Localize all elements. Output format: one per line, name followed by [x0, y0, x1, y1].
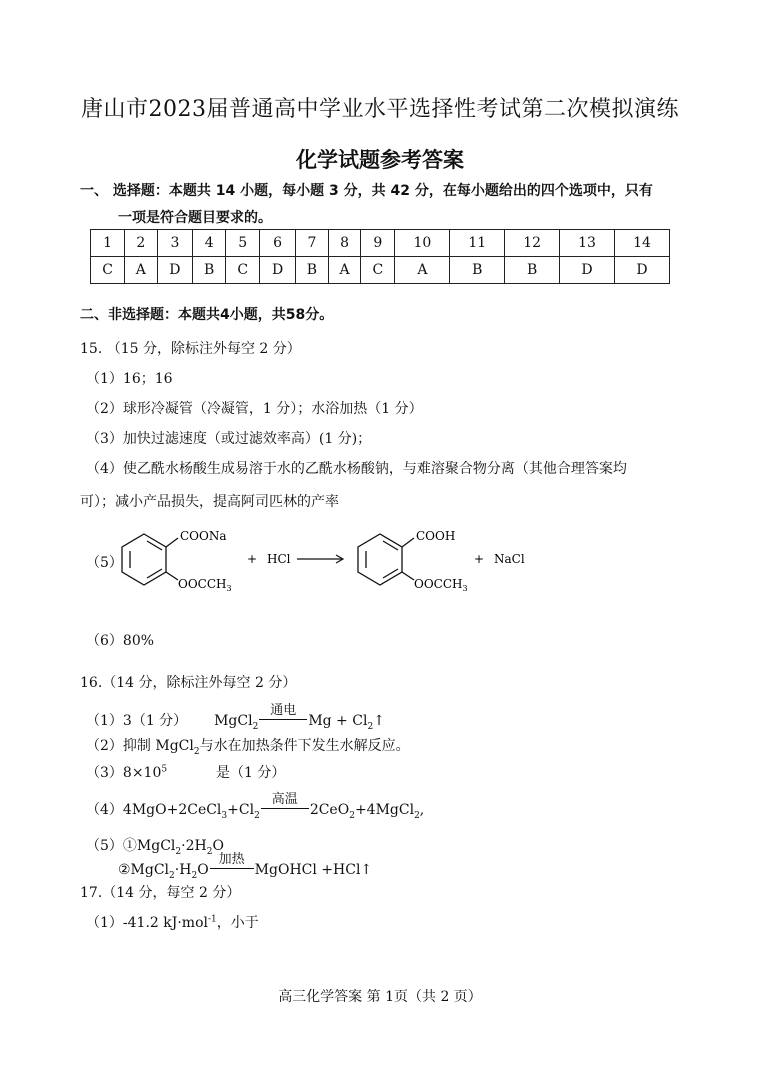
answer-table	[90, 229, 670, 284]
question-number-row	[91, 230, 670, 257]
plus-sign-2: +	[474, 552, 485, 566]
q17-answer-1: （1）-41.2 kJ·mol$^{-1}$，小于	[86, 914, 259, 931]
answer-cell: D	[260, 257, 296, 284]
q16-answer-5-part1: $(5)①MgCl_2\cdot 2H_2O$	[86, 838, 224, 857]
question-number-cell: 4	[193, 230, 226, 257]
q15-answer-4-cont: 可）；减小产品损失，提高阿司匹林的产率	[80, 494, 339, 510]
question-number-cell: 9	[361, 230, 395, 257]
q15-answer-6: （6）80%	[86, 633, 155, 649]
question-number-cell: 8	[328, 230, 360, 257]
benzene-ring-product	[358, 534, 414, 585]
q15-header: 15. （15 分，除标注外每空 2 分）	[80, 341, 301, 357]
question-number-cell: 2	[125, 230, 157, 257]
question-number-cell: 6	[260, 230, 296, 257]
question-number-cell: 11	[450, 230, 505, 257]
answer-cell: A	[125, 257, 157, 284]
question-number-cell: 14	[614, 230, 669, 257]
q16-answer-3: $(3)8\times 10^5$ 是（1 分）	[86, 764, 286, 781]
q15-answer-4: （4）使乙酰水杨酸生成易溶于水的乙酰水杨酸钠，与难溶聚合物分离（其他合理答案均	[86, 461, 627, 477]
question-number-cell: 12	[505, 230, 560, 257]
hcl-formula: HCl	[267, 552, 291, 566]
answer-cell: B	[450, 257, 505, 284]
section2-heading: 二、非选择题：本题共4小题，共58分。	[80, 307, 334, 323]
answer-cell: A	[328, 257, 360, 284]
question-number-cell: 13	[560, 230, 615, 257]
q17-header: 17.（14 分，每空 2 分）	[80, 885, 241, 901]
q16-answer-1: （1）3（1 分） MgCl$_2$ 通电 $Mg + Cl_2↑$	[86, 703, 385, 732]
q15-answer-3: （3）加快过滤速度（或过滤效率高）(1 分)；	[86, 431, 372, 447]
benzene-ring-reactant	[122, 534, 178, 585]
product-bottom-group: $OOCCH_3$	[414, 577, 468, 593]
q15-answer-1: （1）16；16	[86, 371, 173, 387]
reactant-bottom-group: $OOCCH_3$	[178, 577, 232, 593]
answer-cell: B	[193, 257, 226, 284]
answer-row	[91, 257, 670, 284]
answer-cell: D	[614, 257, 669, 284]
answer-cell: D	[560, 257, 615, 284]
q16-answer-2: （2）抑制 MgCl$_2$与水在加热条件下发生水解反应。	[86, 738, 410, 757]
answer-cell: C	[226, 257, 260, 284]
answer-cell: B	[505, 257, 560, 284]
q16-answer-5-part2: $②MgCl_2\cdot H_2O$ 加热 MgOHCl +HCl↑	[118, 852, 373, 881]
answer-cell: C	[361, 257, 395, 284]
question-number-cell: 5	[226, 230, 260, 257]
reactant-top-group: COONa	[180, 529, 227, 543]
section1-heading: 一、 选择题：本题共 14 小题，每小题 3 分，共 42 分，在每小题给出的四个选项中，只有	[80, 183, 653, 199]
page-footer: 高三化学答案 第 1页（共 2 页）	[278, 989, 482, 1005]
answer-cell: C	[91, 257, 125, 284]
question-number-cell: 3	[157, 230, 193, 257]
q16-header: 16.（14 分，除标注外每空 2 分）	[80, 675, 297, 691]
page-title: 唐山市2023届普通高中学业水平选择性考试第二次模拟演练	[81, 97, 679, 122]
answer-cell: B	[295, 257, 328, 284]
nacl-formula: NaCl	[494, 552, 525, 566]
page-subtitle: 化学试题参考答案	[296, 148, 464, 172]
question-number-cell: 10	[395, 230, 450, 257]
section1-heading-cont: 一项是符合题目要求的。	[118, 210, 272, 226]
q15-answer-2: （2）球形冷凝管（冷凝管，1 分）；水浴加热（1 分）	[86, 401, 423, 417]
q15-answer-5-label: （5）	[86, 555, 123, 571]
q15-reaction-diagram	[110, 520, 550, 600]
answer-cell: A	[395, 257, 450, 284]
question-number-cell: 1	[91, 230, 125, 257]
q16-answer-4: $(4)4MgO+2CeCl_3+Cl_2$ 高温 2CeO$_2$+4MgCl$_2$,	[86, 792, 425, 821]
reaction-arrow	[297, 555, 343, 563]
product-top-group: COOH	[416, 529, 456, 543]
plus-sign-1: +	[247, 552, 258, 566]
answer-cell: D	[157, 257, 193, 284]
question-number-cell: 7	[295, 230, 328, 257]
